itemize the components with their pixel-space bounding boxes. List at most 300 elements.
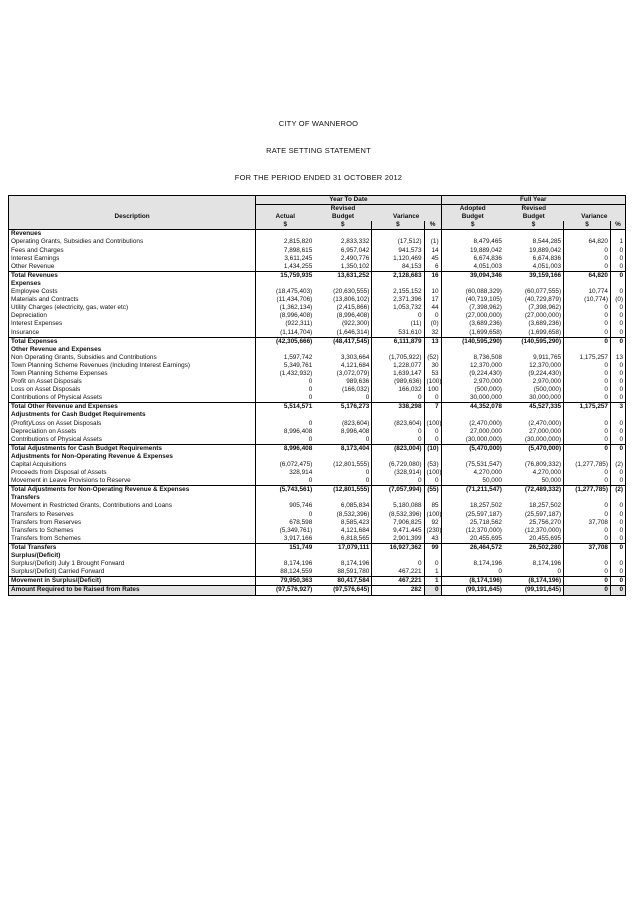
total-row xyxy=(9,337,626,346)
variance-pct-cell: 99 xyxy=(424,543,441,552)
section-heading-row xyxy=(9,411,626,419)
variance-full-pct-cell: 0 xyxy=(610,577,625,586)
variance-full-cell: 37,708 xyxy=(564,543,611,552)
variance-pct-cell: (230) xyxy=(424,527,441,535)
variance-cell: (8,532,396) xyxy=(372,511,424,519)
variance-pct-cell: 14 xyxy=(424,247,441,255)
variance-full-cell xyxy=(564,346,611,354)
description-cell: Transfers to Reserves xyxy=(9,511,256,519)
revised-budget-full-cell: 39,159,166 xyxy=(504,271,564,280)
actual-cell: 678,598 xyxy=(256,519,315,527)
table-row xyxy=(9,354,626,362)
variance-full-pct-cell xyxy=(610,494,625,502)
description-cell: Total Adjustments for Non-Operating Revenue & Expenses xyxy=(9,486,256,495)
table-row xyxy=(9,394,626,403)
revised-budget-cell: 3,303,664 xyxy=(340,353,370,361)
variance-full-pct-cell: (2) xyxy=(610,486,625,495)
variance-full-pct-cell: 13 xyxy=(610,354,625,362)
table-row xyxy=(9,519,626,527)
description-cell: Surplus/(Deficit) July 1 Brought Forward xyxy=(9,560,256,568)
variance-full-cell: 0 xyxy=(564,247,611,255)
description-cell: Utility Charges (electricity, gas, water etc) xyxy=(9,304,256,312)
variance-cell: 1,120,469 xyxy=(372,255,424,263)
revised-budget-full-cell: 8,174,196 xyxy=(532,560,562,568)
variance-full-pct-cell: (0) xyxy=(610,296,625,304)
total-row xyxy=(9,577,626,586)
revised-budget-full-cell xyxy=(504,552,564,560)
variance-full-pct-cell: 0 xyxy=(610,586,625,595)
variance-full-pct-cell xyxy=(610,552,625,560)
revised-budget2-header: Budget xyxy=(504,213,564,221)
variance-full-pct-cell: 0 xyxy=(610,288,625,296)
table-row xyxy=(9,477,626,486)
description-cell: Contributions of Physical Assets xyxy=(9,436,256,445)
description-cell: (Profit)/Loss on Asset Disposals xyxy=(9,420,256,428)
variance-full-pct-cell: 0 xyxy=(610,370,625,378)
actual-cell: (11,434,706) xyxy=(256,296,315,304)
description-cell: Adjustments for Non-Operating Revenue & Expenses xyxy=(9,453,256,461)
adopted-budget-header: Budget xyxy=(441,213,504,221)
description-cell: Loss on Asset Disposals xyxy=(9,386,256,394)
variance-pct-cell xyxy=(424,230,441,239)
actual-cell: (97,576,927) xyxy=(256,586,315,595)
description-cell: Amount Required to be Raised from Rates xyxy=(9,586,256,595)
actual-header: Actual xyxy=(256,213,315,221)
revised-budget-cell xyxy=(314,494,372,502)
variance-cell: 467,221 xyxy=(372,577,424,586)
actual-cell xyxy=(256,453,315,461)
actual-cell xyxy=(256,411,315,419)
description-cell: Town Planning Scheme Revenues (Including Interest Earnings) xyxy=(9,362,256,370)
revised-budget-cell: (97,576,645) xyxy=(314,586,372,595)
variance-full-pct-cell: 0 xyxy=(610,320,625,328)
variance-full-cell: 0 xyxy=(564,428,611,436)
variance-full-pct-cell: 0 xyxy=(610,568,625,577)
adopted-budget-cell: 20,455,695 xyxy=(441,535,504,544)
variance-full-pct-cell: 0 xyxy=(610,527,625,535)
adopted-budget-cell xyxy=(441,230,504,239)
table-row xyxy=(9,312,626,320)
revised-budget-full-cell: 0 xyxy=(557,568,562,576)
variance-full-cell: 0 xyxy=(564,527,611,535)
revised-budget-cell: 8,173,404 xyxy=(314,444,372,453)
description-cell: Transfers from Schemes xyxy=(9,535,256,544)
variance-cell: (1,705,922) xyxy=(372,354,424,362)
actual-cell: 905,746 xyxy=(256,502,315,510)
description-cell: Expenses xyxy=(9,280,256,288)
description-cell: Town Planning Scheme Expenses xyxy=(9,370,256,378)
variance-full-cell: 0 xyxy=(564,263,611,272)
variance-full-cell: 0 xyxy=(564,420,611,428)
revised-budget-full-cell: (99,191,645) xyxy=(504,586,564,595)
description-cell: Movement in Restricted Grants, Contributions and Loans xyxy=(9,502,256,510)
variance-full-pct-cell xyxy=(610,346,625,354)
variance-pct-cell: 0 xyxy=(424,586,441,595)
actual-cell xyxy=(256,346,315,354)
variance-full-cell: 0 xyxy=(564,511,611,519)
variance-full-pct-cell: 0 xyxy=(610,477,625,486)
variance-pct-cell: 0 xyxy=(424,428,441,436)
actual-cell: 88,124,559 xyxy=(256,568,315,577)
revised-budget-cell: 80,417,584 xyxy=(314,577,372,586)
variance-cell: 0 xyxy=(372,394,424,403)
revised-budget-cell xyxy=(314,453,372,461)
variance-pct-cell: 0 xyxy=(424,312,441,320)
variance-full-cell: 0 xyxy=(564,444,611,453)
revised-budget-full-cell: 25,756,270 xyxy=(529,518,562,526)
variance-cell: 2,155,152 xyxy=(372,288,424,296)
variance-full-cell: 0 xyxy=(564,469,611,477)
variance-pct-cell: 44 xyxy=(424,304,441,312)
revised-budget-full-cell xyxy=(504,453,564,461)
revised-budget-cell xyxy=(314,411,372,419)
adopted-budget-cell: (1,699,658) xyxy=(441,329,504,338)
adopted-budget-cell: 30,000,000 xyxy=(441,394,504,403)
variance-full-cell: 0 xyxy=(564,577,611,586)
variance-cell: 166,032 xyxy=(372,386,424,394)
table-row xyxy=(9,511,626,519)
revised-budget-full-cell: (76,809,332) xyxy=(524,461,562,468)
revised-budget-cell: (8,996,408) xyxy=(336,312,370,320)
revised-budget-cell: 0 xyxy=(365,469,370,477)
variance-cell: 941,573 xyxy=(372,247,424,255)
revised-budget-cell: (48,417,545) xyxy=(314,337,372,346)
variance-full-pct-cell: 0 xyxy=(610,378,625,386)
variance-cell: 338,298 xyxy=(372,403,424,412)
variance-cell xyxy=(372,552,424,560)
variance-cell: 2,901,399 xyxy=(372,535,424,544)
variance-full-cell: 0 xyxy=(564,304,611,312)
variance-pct-cell: 45 xyxy=(424,255,441,263)
actual-cell: 5,349,761 xyxy=(256,362,315,370)
revised-budget-cell: 6,957,042 xyxy=(340,246,370,254)
actual-cell: 3,917,166 xyxy=(256,535,315,544)
description-header: Description xyxy=(9,213,256,221)
revised-budget-full-cell: (140,595,290) xyxy=(504,337,564,346)
variance-pct-cell: 92 xyxy=(424,519,441,527)
table-row xyxy=(9,436,626,445)
description-cell: Total Expenses xyxy=(9,337,256,346)
variance-cell xyxy=(372,280,424,288)
actual-cell: 7,898,615 xyxy=(256,247,315,255)
actual-cell: 0 xyxy=(256,394,315,403)
adopted-budget-cell: (75,531,547) xyxy=(441,461,504,469)
entity-title: CITY OF WANNEROO xyxy=(278,119,359,128)
revised-budget-cell: (823,604) xyxy=(341,419,370,427)
total-row xyxy=(9,486,626,495)
actual-cell: (5,743,561) xyxy=(256,486,315,495)
variance-full-cell: 0 xyxy=(564,320,611,328)
revised-budget-cell xyxy=(314,280,372,288)
actual-cell: 2,815,820 xyxy=(256,238,315,246)
variance-full-pct-cell: 0 xyxy=(610,312,625,320)
revised-budget-cell: 8,174,196 xyxy=(340,560,370,568)
currency-revised: $ xyxy=(314,221,372,230)
table-row xyxy=(9,527,626,535)
revised-budget-cell: (1,646,314) xyxy=(336,328,370,336)
variance-full-cell: 0 xyxy=(564,362,611,370)
variance-cell: 2,128,683 xyxy=(372,271,424,280)
adopted-budget-cell: 4,270,000 xyxy=(441,469,504,477)
variance-full-pct-cell: 0 xyxy=(610,386,625,394)
full-year-header: Full Year xyxy=(441,196,625,205)
variance-full-cell: 0 xyxy=(564,337,611,346)
variance-full-cell xyxy=(564,411,611,419)
variance-pct-cell: 1 xyxy=(424,577,441,586)
variance-pct-cell: 13 xyxy=(424,337,441,346)
variance-cell: 2,371,396 xyxy=(372,296,424,304)
variance-full-cell: 0 xyxy=(564,255,611,263)
actual-cell: (1,362,134) xyxy=(256,304,315,312)
adopted-budget-cell: 19,889,042 xyxy=(441,247,504,255)
variance-pct-cell: 16 xyxy=(424,271,441,280)
table-row xyxy=(9,370,626,378)
revised-budget-cell: 13,631,252 xyxy=(314,271,372,280)
description-cell: Movement in Leave Provisions to Reserve xyxy=(9,477,256,486)
variance-pct-cell: (0) xyxy=(424,320,441,328)
description-cell: Interest Expenses xyxy=(9,320,256,328)
actual-cell xyxy=(256,552,315,560)
actual-cell: 15,759,935 xyxy=(256,271,315,280)
variance-full-cell: 0 xyxy=(564,477,611,486)
revised-budget-full-cell: 30,000,000 xyxy=(529,394,562,402)
revised-budget-full-cell: 26,502,280 xyxy=(504,543,564,552)
variance-full-cell: 0 xyxy=(564,378,611,386)
adopted-budget-cell: (40,719,105) xyxy=(441,296,504,304)
variance-full-pct-cell: 0 xyxy=(610,543,625,552)
variance-header: Variance xyxy=(372,213,441,221)
variance-full-pct-cell: 0 xyxy=(610,271,625,280)
revised-budget-cell: 0 xyxy=(365,435,370,443)
currency-actual: $ xyxy=(256,221,315,230)
adopted-budget-cell: 0 xyxy=(441,568,504,577)
section-heading-row xyxy=(9,453,626,461)
revised-budget-cell xyxy=(314,346,372,354)
variance-full-cell xyxy=(564,230,611,239)
revised-budget-cell: 8,996,408 xyxy=(340,427,370,435)
actual-cell: 1,434,255 xyxy=(256,263,315,272)
actual-cell: (1,114,704) xyxy=(256,329,315,338)
variance-full-cell: (10,774) xyxy=(564,296,611,304)
adopted-budget-cell: (5,470,000) xyxy=(441,444,504,453)
variance-pct-cell: 6 xyxy=(424,263,441,272)
percent-variance: % xyxy=(424,221,441,230)
variance-cell: (6,729,080) xyxy=(372,461,424,469)
table-row xyxy=(9,568,626,577)
table-row xyxy=(9,329,626,338)
section-heading-row xyxy=(9,346,626,354)
actual-cell: (8,996,408) xyxy=(256,312,315,320)
variance-full-pct-cell: 0 xyxy=(610,329,625,338)
variance-cell: 7,906,825 xyxy=(372,519,424,527)
revised-budget-cell: 6,818,565 xyxy=(340,534,370,542)
table-row xyxy=(9,238,626,246)
table-row xyxy=(9,304,626,312)
variance-pct-cell: 32 xyxy=(424,329,441,338)
variance-cell: 84,153 xyxy=(372,263,424,272)
adopted-budget-cell: 25,718,562 xyxy=(441,519,504,527)
variance-full-pct-cell: 0 xyxy=(610,519,625,527)
description-cell: Profit on Asset Disposals xyxy=(9,378,256,386)
section-heading-row xyxy=(9,230,626,239)
variance-pct-cell: 0 xyxy=(424,477,441,486)
total-row xyxy=(9,403,626,412)
table-row xyxy=(9,288,626,296)
revised-budget-full-cell: (500,000) xyxy=(533,386,562,394)
description-cell: Fees and Charges xyxy=(9,247,256,255)
revised-budget-cell: 5,176,273 xyxy=(314,403,372,412)
adopted-budget-cell: 50,000 xyxy=(441,477,504,486)
variance-pct-cell: (10) xyxy=(424,444,441,453)
table-body xyxy=(9,230,626,595)
section-heading-row xyxy=(9,280,626,288)
variance-cell: 16,927,362 xyxy=(372,543,424,552)
revised-budget-cell: 989,636 xyxy=(346,378,370,386)
variance-full-cell: 0 xyxy=(564,370,611,378)
statement-title: RATE SETTING STATEMENT xyxy=(266,146,371,155)
adopted-budget-cell: (30,000,000) xyxy=(441,436,504,445)
variance-cell: 0 xyxy=(372,477,424,486)
revised-budget-full-cell xyxy=(504,230,564,239)
description-cell: Total Transfers xyxy=(9,543,256,552)
variance-full-pct-cell: 0 xyxy=(610,263,625,272)
variance-full-pct-cell: 0 xyxy=(610,444,625,453)
variance-full-pct-cell: 0 xyxy=(610,394,625,403)
revised-budget-full-cell: (3,689,236) xyxy=(528,320,562,328)
table-row xyxy=(9,263,626,272)
variance-full-pct-cell: 0 xyxy=(610,362,625,370)
adopted-budget-cell xyxy=(441,552,504,560)
revised-budget-cell: 6,085,834 xyxy=(340,502,370,510)
variance-full-pct-cell: 0 xyxy=(610,247,625,255)
revised-budget-cell: 2,490,776 xyxy=(340,254,370,262)
variance-cell xyxy=(372,411,424,419)
description-cell: Non Operating Grants, Subsidies and Contributions xyxy=(9,354,256,362)
variance-full-pct-cell xyxy=(610,453,625,461)
variance-full-pct-cell: 0 xyxy=(610,436,625,445)
variance-pct-cell xyxy=(424,453,441,461)
revised-budget-cell: (166,032) xyxy=(341,386,370,394)
variance-cell: 531,610 xyxy=(372,329,424,338)
variance-full-pct-cell xyxy=(610,280,625,288)
actual-cell: 0 xyxy=(256,511,315,519)
revised-budget-full-cell: (1,699,658) xyxy=(528,328,562,336)
variance-full-cell xyxy=(564,494,611,502)
revised-budget-cell: 0 xyxy=(365,394,370,402)
adopted-budget-cell: (99,191,645) xyxy=(441,586,504,595)
variance-pct-cell: (100) xyxy=(424,469,441,477)
description-cell: Materials and Contracts xyxy=(9,296,256,304)
section-heading-row xyxy=(9,552,626,560)
variance-cell: 9,471,445 xyxy=(372,527,424,535)
revised-budget-header-top: Revised xyxy=(314,205,372,214)
description-cell: Proceeds from Disposal of Assets xyxy=(9,469,256,477)
description-cell: Total Adjustments for Cash Budget Requirements xyxy=(9,444,256,453)
section-heading-row xyxy=(9,494,626,502)
revised-budget-full-cell: (9,224,430) xyxy=(528,369,562,377)
table-row xyxy=(9,535,626,544)
variance-cell xyxy=(372,453,424,461)
variance-full-cell: 0 xyxy=(564,394,611,403)
variance-full-cell: 0 xyxy=(564,386,611,394)
revised-budget-cell xyxy=(314,230,372,239)
description-cell: Transfers from Reserves xyxy=(9,519,256,527)
revised-budget-full-cell: 27,000,000 xyxy=(529,427,562,435)
variance-full-cell: 0 xyxy=(564,436,611,445)
percent-variance2: % xyxy=(610,221,625,230)
variance-full-cell: 0 xyxy=(564,560,611,568)
revised-budget-full-cell: 12,370,000 xyxy=(529,361,562,369)
adopted-budget-cell: (60,088,329) xyxy=(441,288,504,296)
description-cell: Other Revenue and Expenses xyxy=(9,346,256,354)
variance-pct-cell: (53) xyxy=(424,461,441,469)
revised-budget-cell: 2,833,332 xyxy=(340,238,370,246)
revised-budget-cell: 88,591,780 xyxy=(337,568,370,576)
variance-full-cell: 37,708 xyxy=(564,519,611,527)
currency-adopted: $ xyxy=(441,221,504,230)
variance-pct-cell xyxy=(424,552,441,560)
revised-budget-full-cell: 9,911,765 xyxy=(533,353,562,361)
description-cell: Total Other Revenue and Expenses xyxy=(9,403,256,412)
adopted-budget-cell: 4,051,003 xyxy=(441,263,504,272)
description-cell: Insurance xyxy=(9,329,256,338)
description-cell: Employee Costs xyxy=(9,288,256,296)
variance-pct-cell: (55) xyxy=(424,486,441,495)
variance-cell: 282 xyxy=(372,586,424,595)
variance-cell xyxy=(372,346,424,354)
revised-budget-full-cell: 18,257,502 xyxy=(529,502,562,510)
table-row xyxy=(9,502,626,510)
currency-variance: $ xyxy=(372,221,424,230)
adopted-budget-cell: 44,352,078 xyxy=(441,403,504,412)
revised-budget-full-cell: 6,674,836 xyxy=(532,254,562,262)
total-row xyxy=(9,586,626,595)
variance-pct-cell: (1) xyxy=(424,238,441,246)
actual-cell xyxy=(256,280,315,288)
table-row xyxy=(9,378,626,386)
actual-cell: 1,597,742 xyxy=(256,354,315,362)
actual-cell: (922,311) xyxy=(256,320,315,328)
variance-cell: 0 xyxy=(372,560,424,568)
variance-full-cell: 64,820 xyxy=(564,238,611,246)
variance-full-cell xyxy=(564,552,611,560)
adopted-budget-cell xyxy=(441,494,504,502)
adopted-budget-cell: 12,370,000 xyxy=(441,362,504,370)
revised-budget-full-cell: (8,174,196) xyxy=(504,577,564,586)
variance-full-pct-cell: 0 xyxy=(610,420,625,428)
revised-budget-cell: (20,630,555) xyxy=(333,288,370,296)
variance-cell: 1,053,732 xyxy=(372,304,424,312)
revised-budget-full-cell: 19,889,042 xyxy=(529,246,562,254)
actual-cell: 151,749 xyxy=(256,543,315,552)
variance-full-pct-cell: (2) xyxy=(610,461,625,469)
adopted-budget-cell: 8,736,508 xyxy=(441,354,504,362)
adopted-budget-cell: 18,257,502 xyxy=(441,502,504,510)
revised-budget-full-cell: (12,370,000) xyxy=(524,526,562,534)
description-cell: Surplus/(Deficit) Carried Forward xyxy=(9,568,256,577)
table-row xyxy=(9,469,626,477)
variance-pct-cell: 85 xyxy=(424,502,441,510)
actual-cell: 3,611,245 xyxy=(256,255,315,263)
adopted-budget-cell: 8,174,196 xyxy=(441,560,504,568)
variance-pct-cell: 100 xyxy=(424,386,441,394)
variance-pct-cell: 17 xyxy=(424,296,441,304)
variance-full-cell: 1,175,257 xyxy=(564,354,611,362)
actual-cell: 0 xyxy=(256,420,315,428)
variance-full-pct-cell: 0 xyxy=(610,304,625,312)
revised-budget-full-cell: (40,729,879) xyxy=(524,296,562,304)
actual-cell: 328,914 xyxy=(256,469,315,477)
